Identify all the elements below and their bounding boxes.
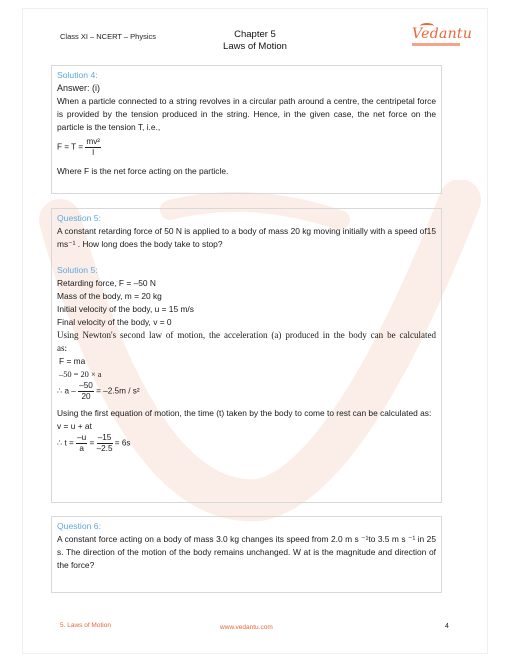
formula-lhs: F = T = [57,142,86,152]
accel-numerator: –50 [79,381,93,390]
time-denominator-1: a [79,444,84,453]
question-6-box [51,516,442,593]
page-number: 4 [445,623,449,630]
footer-chapter: 5. Laws of Motion [60,622,111,629]
solution-5-line: Initial velocity of the body, u = 15 m/s [57,304,194,314]
solution-5-line: Retarding force, F = –50 N [57,278,156,288]
accel-denominator: 20 [81,392,91,401]
time-fraction-1 [76,433,87,454]
solution-5-line: Final velocity of the body, v = 0 [57,317,172,327]
footer-website-link[interactable]: www.vedantu.com [220,624,273,631]
equation-v-u-at: v = u + at [57,421,92,431]
logo-text: Vedantu [412,26,473,42]
solution-4-where: Where F is the net force acting on the particle. [57,166,229,176]
logo-tagline-bar [412,43,460,46]
logo-swoosh-icon [420,23,434,29]
chapter-heading [170,29,340,53]
solution-4-text: When a particle connected to a string revolves in a circular path around a centre, the centripetal force is provided by the tension produced in the string. Hence, in the given case, the net force on the particle is the tension T, i.e., [57,96,436,132]
chapter-title: Laws of Motion [223,41,287,52]
time-lhs: ∴ t = [57,438,74,448]
time-numerator-2: –15 [97,433,112,442]
accel-rhs: = –2.5m / s² [96,386,140,396]
question-5-text: A constant retarding force of 50 N is applied to a body of mass 20 kg moving initially with a speed of15 ms⁻¹ . How long does the body take to stop? [57,226,436,249]
equation-substitution: –50 = 20 × a [59,370,102,379]
solution-4-answer: Answer: (i) [57,83,101,93]
formula-denominator: l [92,148,95,157]
solution-5-line: Mass of the body, m = 20 kg [57,291,162,301]
question-6-text: A constant force acting on a body of mass 3.0 kg changes its speed from 2.0 m s ⁻¹to 3.5 m s ⁻¹ in 25 s. The direction of the motion of the body remains unchanged. W at is the magnitude and direction of the force? [57,534,436,570]
chapter-number: Chapter 5 [234,29,276,40]
time-fraction-2 [97,433,113,454]
time-equals: = [89,438,95,448]
first-equation-text: Using the first equation of motion, the time (t) taken by the body to come to rest can be calculated as: [57,408,432,418]
vedantu-logo[interactable] [412,26,473,46]
time-formula [57,433,436,459]
course-label: Class XI – NCERT – Physics [60,32,157,41]
time-rhs: = 6s [114,438,131,448]
question-6-heading: Question 6: [57,521,101,531]
accel-lhs: ∴ a – [57,386,76,396]
solution-4-box [51,65,442,194]
equation-f-ma: F = ma [59,356,86,366]
tension-formula [57,137,436,161]
question-5-heading: Question 5: [57,213,101,223]
time-numerator-1: –u [77,433,87,442]
formula-numerator: mv² [86,137,101,146]
formula-fraction [85,137,101,158]
time-denominator-2: –2.5 [96,444,113,453]
solution-5-heading: Solution 5: [57,265,98,275]
question-5-box [51,208,442,503]
acceleration-formula [57,381,436,407]
newton-law-text: Using Newton's second law of motion, the acceleration (a) produced in the body can be calculated as: [57,330,436,353]
solution-4-heading: Solution 4: [57,70,98,80]
accel-fraction [78,381,94,402]
